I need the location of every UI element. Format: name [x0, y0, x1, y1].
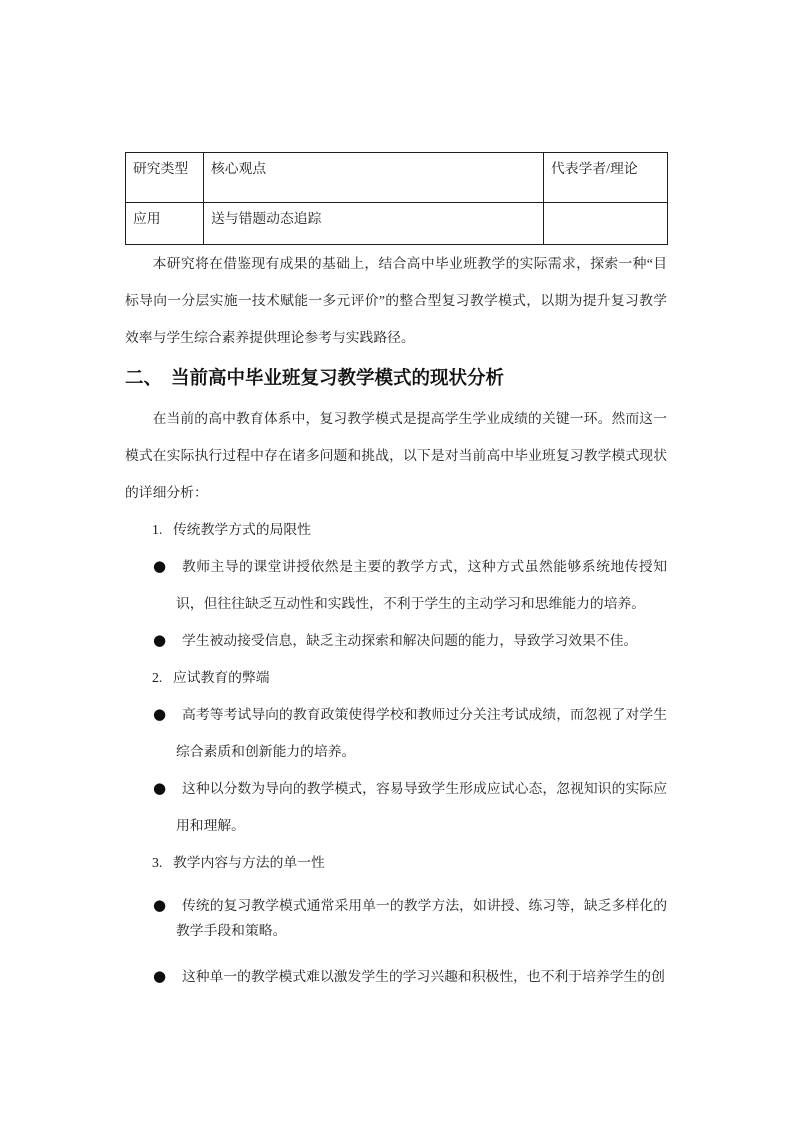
- bullet-icon: ●: [153, 779, 167, 797]
- page-content: [125, 152, 667, 989]
- bullet-item: [125, 964, 667, 989]
- table-row: [126, 203, 668, 245]
- list-item-2-title: [125, 659, 667, 696]
- list-item-3-number: 3.: [152, 855, 163, 870]
- bullet-text: 教师主导的课堂讲授依然是主要的教学方式，这种方式虽然能够系统地传授知识，但往往缺乏互动性和实践性，不利于学生的主动学习和思维能力的培养。: [176, 559, 667, 611]
- bullet-item: [125, 622, 667, 659]
- list-item-2-text: 应试教育的弊端: [173, 670, 270, 685]
- list-item-1-text: 传统教学方式的局限性: [173, 522, 311, 537]
- paragraph-research-plan: 本研究将在借鉴现有成果的基础上，结合高中毕业班教学的实际需求，探索一种“目标导向一分层实施一技术赋能一多元评价”的整合型复习教学模式，以期为提升复习教学效率与学生综合素养提供理论参考与实践路径。: [125, 256, 667, 345]
- bullet-icon: ●: [153, 896, 167, 914]
- bullet-text: 传统的复习教学模式通常采用单一的教学方法，如讲授、练习等，缺乏多样化的教学手段和策略。: [176, 898, 667, 938]
- table-header-scholar-theory: 代表学者/理论: [544, 153, 668, 203]
- bullet-icon: ●: [153, 967, 167, 985]
- table-cell-core-view: 送与错题动态追踪: [204, 203, 544, 245]
- bullet-text: 学生被动接受信息，缺乏主动探索和解决问题的能力，导致学习效果不佳。: [182, 633, 638, 648]
- bullet-item: [125, 696, 667, 770]
- literature-review-table: [125, 152, 668, 245]
- list-item-3-text: 教学内容与方法的单一性: [173, 855, 325, 870]
- table-header-row: [126, 153, 668, 203]
- table-cell-research-type: 应用: [126, 203, 204, 245]
- list-item-2-number: 2.: [152, 670, 163, 685]
- table-header-core-view: 核心观点: [204, 153, 544, 203]
- table-cell-scholar-theory: [544, 203, 668, 245]
- bullet-text: 这种以分数为导向的教学模式，容易导致学生形成应试心态，忽视知识的实际应用和理解。: [176, 781, 667, 833]
- paragraph-current-status: 在当前的高中教育体系中，复习教学模式是提高学生学业成绩的关键一环。然而这一模式在实际执行过程中存在诸多问题和挑战，以下是对当前高中毕业班复习教学模式现状的详细分析：: [125, 411, 667, 500]
- analysis-list: [125, 511, 667, 989]
- bullet-icon: ●: [153, 705, 167, 723]
- section-heading-number: 二、: [125, 367, 163, 388]
- bullet-text: 高考等考试导向的教育政策使得学校和教师过分关注考试成绩，而忽视了对学生综合素质和创新能力的培养。: [176, 707, 667, 759]
- bullet-item: [125, 893, 667, 943]
- list-item-3-title: [125, 844, 667, 881]
- bullet-text: 这种单一的教学模式难以激发学生的学习兴趣和积极性，也不利于培养学生的创: [182, 969, 665, 984]
- bullet-icon: ●: [153, 631, 167, 649]
- section-heading: [125, 360, 667, 396]
- bullet-icon: ●: [153, 557, 167, 575]
- section-heading-title: 当前高中毕业班复习教学模式的现状分析: [171, 367, 505, 388]
- list-item-1-title: [125, 511, 667, 548]
- list-item-1-number: 1.: [152, 522, 163, 537]
- bullet-item: [125, 548, 667, 622]
- table-header-research-type: 研究类型: [126, 153, 204, 203]
- bullet-item: [125, 770, 667, 844]
